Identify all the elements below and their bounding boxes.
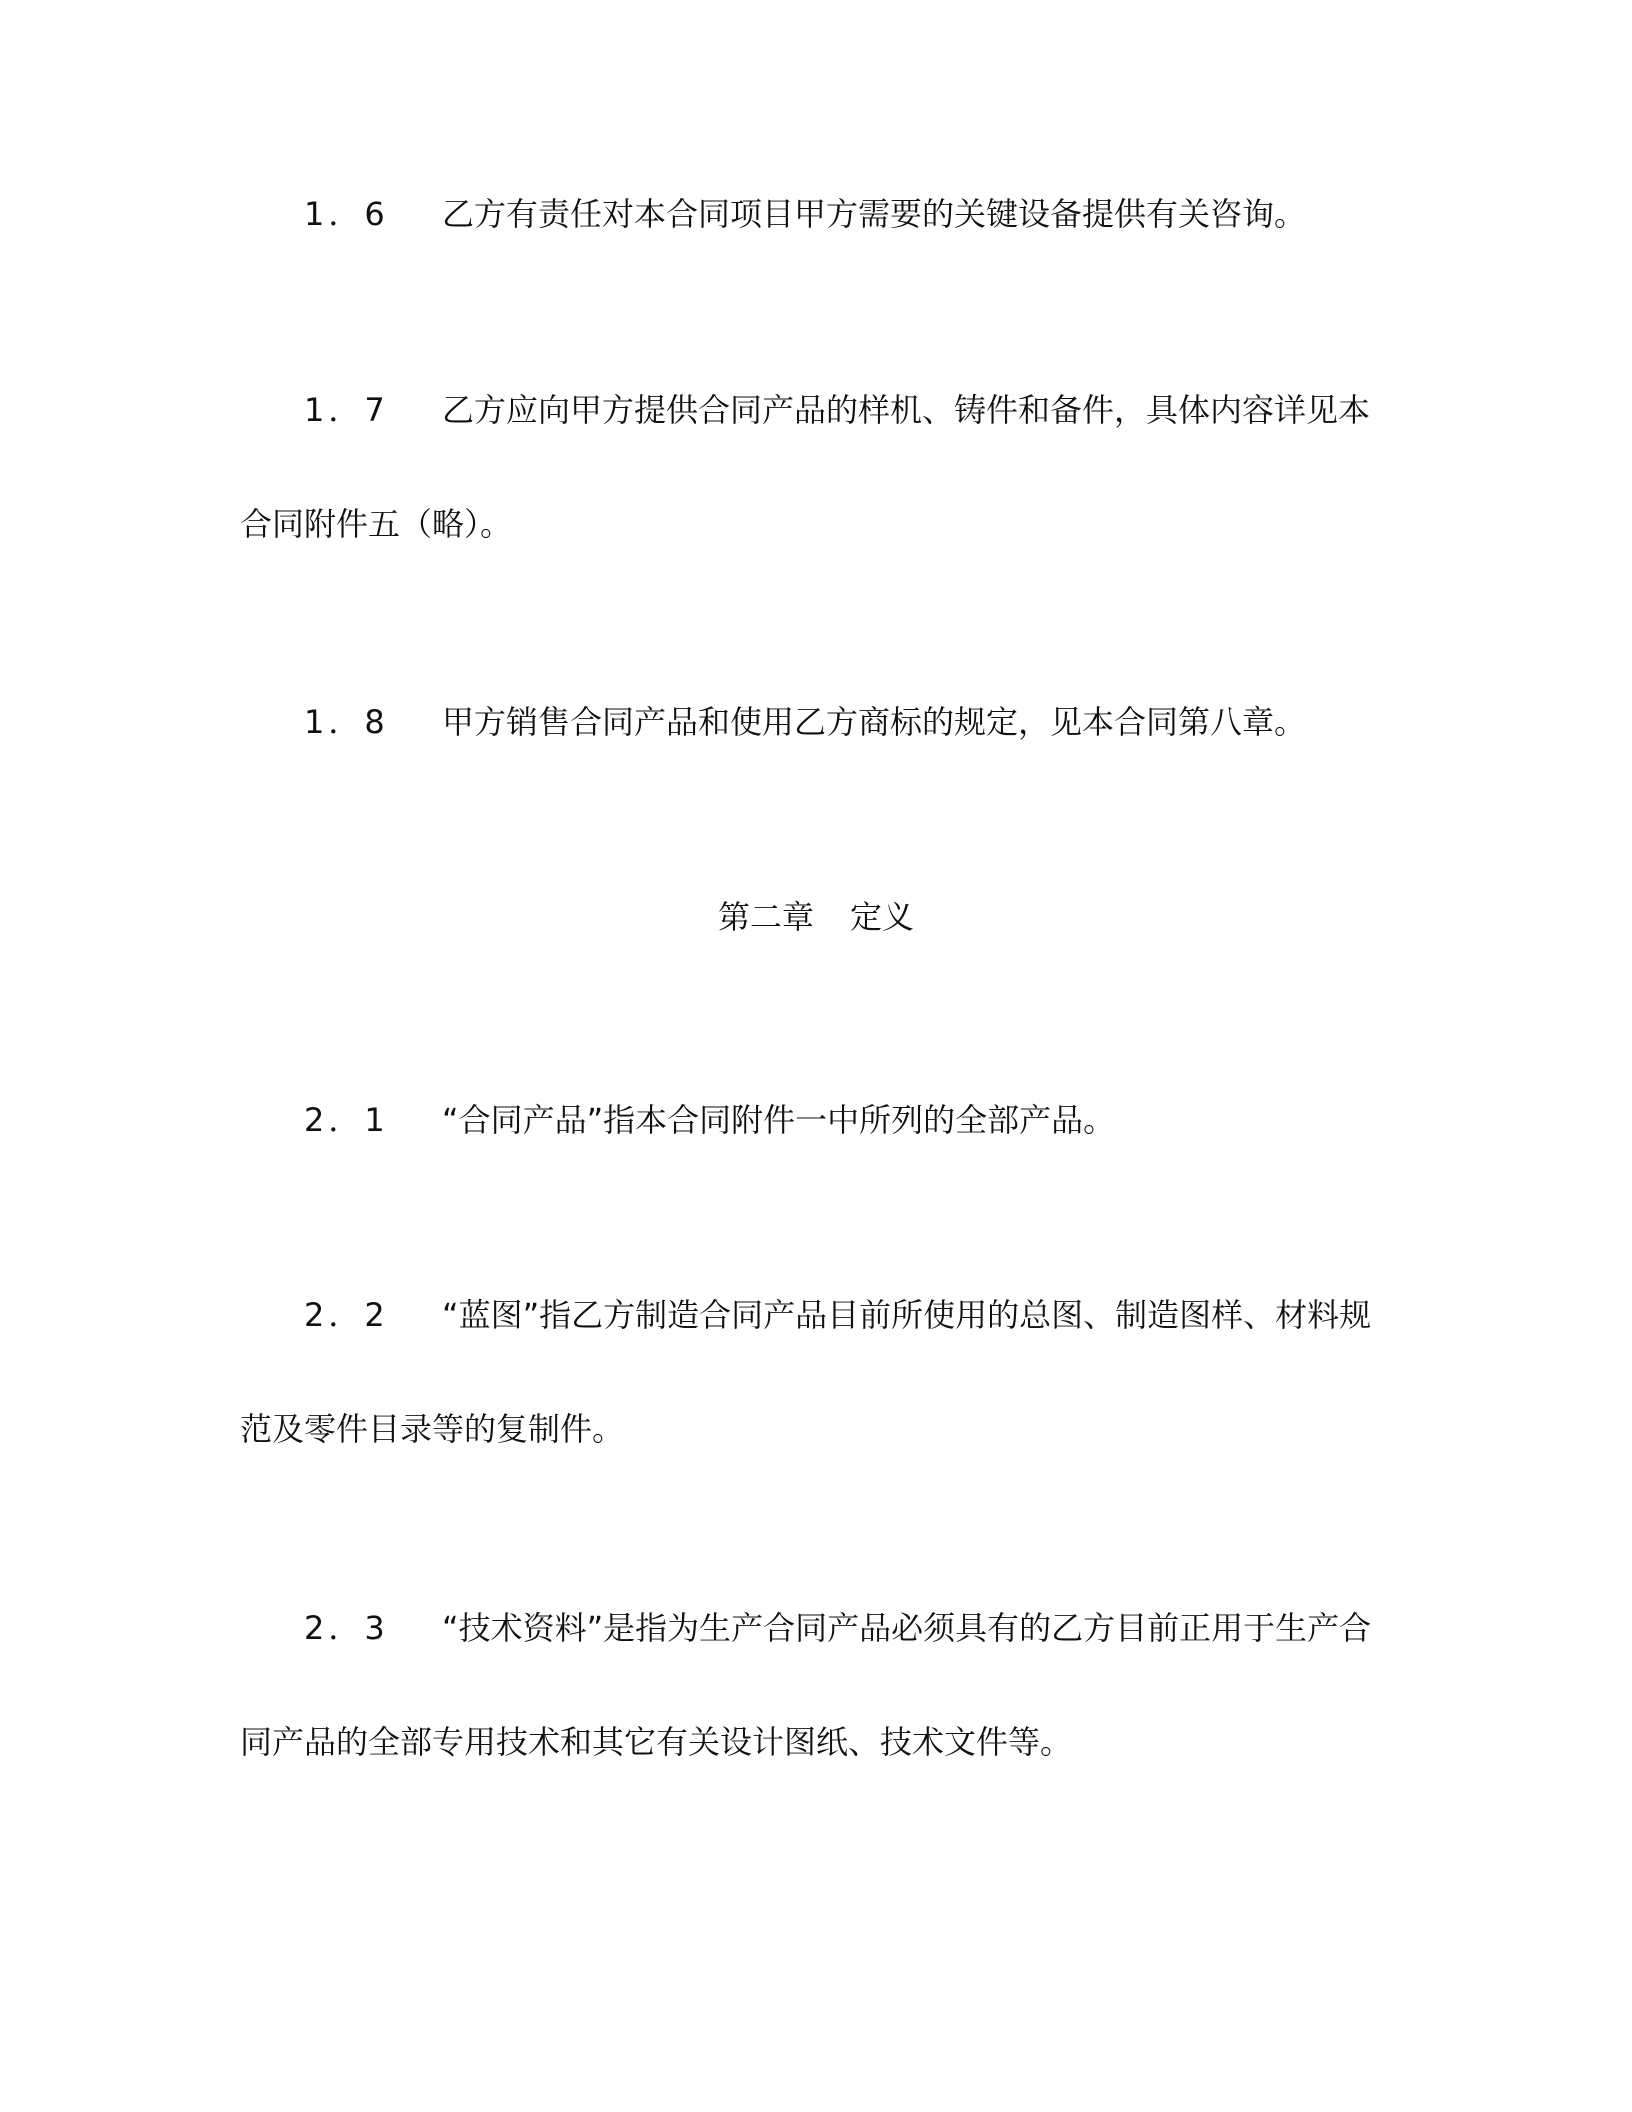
clause-number: 2．2: [304, 1296, 389, 1334]
clause-1-6: [240, 157, 1385, 271]
clause-2-3: [240, 1571, 1385, 1799]
clause-number: 1．8: [304, 703, 389, 741]
chapter-number: 第二章: [717, 898, 814, 936]
clause-1-7: [240, 353, 1385, 581]
clause-2-2: [240, 1258, 1385, 1486]
clause-1-8: [240, 665, 1385, 779]
clause-text: “合同产品”指本合同附件一中所列的全部产品。: [442, 1101, 1116, 1139]
clause-text: 乙方有责任对本合同项目甲方需要的关键设备提供有关咨询。: [442, 195, 1307, 233]
clause-number: 1．6: [304, 195, 389, 233]
clause-number: 2．3: [304, 1609, 389, 1647]
clause-2-1: [240, 1063, 1385, 1177]
clause-number: 2．1: [304, 1101, 389, 1139]
clause-text: “技术资料”是指为生产合同产品必须具有的乙方目前正用于生产合同产品的全部专用技术和其它有关设计图纸、技术文件等。: [240, 1609, 1372, 1761]
chapter-title: 定义: [850, 898, 915, 936]
chapter-heading: [0, 897, 1632, 937]
clause-number: 1．7: [304, 391, 389, 429]
clause-text: “蓝图”指乙方制造合同产品目前所使用的总图、制造图样、材料规范及零件目录等的复制件。: [240, 1296, 1372, 1448]
clause-text: 甲方销售合同产品和使用乙方商标的规定，见本合同第八章。: [442, 703, 1307, 741]
clause-text: 乙方应向甲方提供合同产品的样机、铸件和备件，具体内容详见本合同附件五（略）。: [240, 391, 1371, 543]
